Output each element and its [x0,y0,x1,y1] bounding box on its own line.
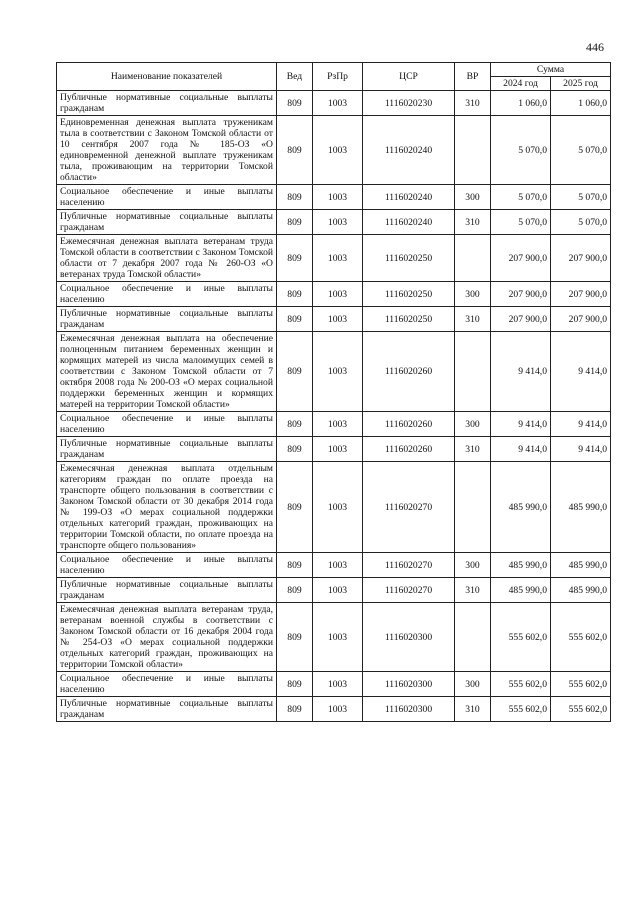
cell-rzpr: 1003 [313,307,363,332]
cell-name: Единовременная денежная выплата труженикам тыла в соответствии с Законом Томской области от 10 сентября 2007 года № 185-ОЗ «О единовременной денежной выплате труженикам тыла, проживающим на территории Томской области» [57,116,277,185]
cell-amount-2025: 207 900,0 [551,235,611,282]
table-row [57,697,611,722]
cell-rzpr: 1003 [313,412,363,437]
cell-csr: 1116020230 [363,91,455,116]
table-row [57,91,611,116]
cell-amount-2024: 485 990,0 [491,553,551,578]
table-row [57,116,611,185]
cell-ved: 809 [277,91,313,116]
cell-csr: 1116020260 [363,412,455,437]
cell-name: Социальное обеспечение и иные выплаты населению [57,672,277,697]
cell-ved: 809 [277,697,313,722]
cell-amount-2025: 5 070,0 [551,210,611,235]
cell-name: Социальное обеспечение и иные выплаты населению [57,553,277,578]
cell-amount-2025: 207 900,0 [551,307,611,332]
cell-ved: 809 [277,307,313,332]
cell-csr: 1116020270 [363,462,455,553]
cell-amount-2024: 485 990,0 [491,462,551,553]
cell-rzpr: 1003 [313,462,363,553]
page-number: 446 [586,40,604,54]
cell-csr: 1116020250 [363,282,455,307]
cell-amount-2025: 485 990,0 [551,578,611,603]
cell-name: Ежемесячная денежная выплата отдельным категориям граждан по оплате проезда на транспорте общего пользования в соответствии с Законом Томской области от 30 декабря 2014 года № 199-ОЗ «О мерах социальной поддержки отдельных категорий граждан, проживающих на территории Томской области, по оплате проезда на транспорте общего пользования» [57,462,277,553]
cell-amount-2025: 9 414,0 [551,437,611,462]
cell-name: Публичные нормативные социальные выплаты гражданам [57,578,277,603]
cell-rzpr: 1003 [313,578,363,603]
cell-csr: 1116020300 [363,603,455,672]
cell-ved: 809 [277,437,313,462]
cell-amount-2025: 9 414,0 [551,332,611,412]
table-header [57,63,611,91]
cell-amount-2024: 555 602,0 [491,697,551,722]
cell-ved: 809 [277,672,313,697]
cell-vr: 300 [455,185,491,210]
cell-csr: 1116020270 [363,553,455,578]
cell-amount-2024: 555 602,0 [491,672,551,697]
header-vr: ВР [455,63,491,91]
cell-amount-2025: 1 060,0 [551,91,611,116]
table-row [57,332,611,412]
cell-rzpr: 1003 [313,116,363,185]
cell-vr: 310 [455,697,491,722]
cell-csr: 1116020240 [363,210,455,235]
cell-amount-2025: 555 602,0 [551,672,611,697]
header-ved: Вед [277,63,313,91]
cell-amount-2025: 207 900,0 [551,282,611,307]
cell-rzpr: 1003 [313,603,363,672]
table-row [57,282,611,307]
cell-name: Социальное обеспечение и иные выплаты населению [57,412,277,437]
cell-name: Ежемесячная денежная выплата ветеранам труда Томской области в соответствии с Законом Томской области от 7 декабря 2007 года № 260-ОЗ «О ветеранах труда Томской области» [57,235,277,282]
table-row [57,462,611,553]
cell-amount-2025: 9 414,0 [551,412,611,437]
cell-vr [455,462,491,553]
header-name: Наименование показателей [57,63,277,91]
cell-ved: 809 [277,185,313,210]
cell-rzpr: 1003 [313,553,363,578]
cell-ved: 809 [277,553,313,578]
cell-csr: 1116020300 [363,672,455,697]
cell-amount-2025: 555 602,0 [551,603,611,672]
cell-amount-2025: 5 070,0 [551,116,611,185]
cell-ved: 809 [277,235,313,282]
cell-rzpr: 1003 [313,210,363,235]
cell-rzpr: 1003 [313,697,363,722]
cell-vr: 300 [455,553,491,578]
cell-vr [455,603,491,672]
cell-vr: 310 [455,307,491,332]
header-year-2025: 2025 год [551,77,611,91]
cell-rzpr: 1003 [313,91,363,116]
cell-amount-2025: 555 602,0 [551,697,611,722]
cell-ved: 809 [277,210,313,235]
table-row [57,210,611,235]
cell-ved: 809 [277,603,313,672]
cell-vr: 310 [455,578,491,603]
cell-rzpr: 1003 [313,185,363,210]
table-row [57,553,611,578]
header-csr: ЦСР [363,63,455,91]
cell-amount-2024: 207 900,0 [491,235,551,282]
cell-csr: 1116020240 [363,116,455,185]
cell-name: Ежемесячная денежная выплата ветеранам труда, ветеранам военной службы в соответствии с Законом Томской области от 16 декабря 2004 года № 254-ОЗ «О мерах социальной поддержки отдельных категорий граждан, проживающих на территории Томской области» [57,603,277,672]
cell-amount-2024: 9 414,0 [491,412,551,437]
cell-ved: 809 [277,578,313,603]
table-body [57,91,611,722]
cell-amount-2024: 5 070,0 [491,185,551,210]
cell-csr: 1116020250 [363,235,455,282]
cell-name: Публичные нормативные социальные выплаты гражданам [57,307,277,332]
cell-csr: 1116020240 [363,185,455,210]
cell-csr: 1116020270 [363,578,455,603]
cell-amount-2025: 485 990,0 [551,462,611,553]
cell-amount-2024: 1 060,0 [491,91,551,116]
cell-vr: 310 [455,437,491,462]
cell-csr: 1116020250 [363,307,455,332]
cell-ved: 809 [277,462,313,553]
cell-vr [455,235,491,282]
cell-rzpr: 1003 [313,437,363,462]
cell-rzpr: 1003 [313,672,363,697]
cell-amount-2024: 207 900,0 [491,282,551,307]
cell-vr [455,332,491,412]
cell-rzpr: 1003 [313,235,363,282]
header-rzpr: РзПр [313,63,363,91]
cell-name: Публичные нормативные социальные выплаты гражданам [57,210,277,235]
table-row [57,603,611,672]
cell-vr: 300 [455,282,491,307]
cell-rzpr: 1003 [313,282,363,307]
cell-name: Публичные нормативные социальные выплаты гражданам [57,437,277,462]
table-row [57,307,611,332]
header-sum: Сумма [491,63,611,77]
cell-vr: 300 [455,412,491,437]
table-row [57,672,611,697]
table-row [57,437,611,462]
cell-ved: 809 [277,332,313,412]
table-row [57,578,611,603]
table-row [57,235,611,282]
cell-name: Социальное обеспечение и иные выплаты населению [57,282,277,307]
cell-amount-2024: 9 414,0 [491,437,551,462]
budget-table [56,62,611,722]
cell-amount-2024: 9 414,0 [491,332,551,412]
table-row [57,185,611,210]
cell-ved: 809 [277,282,313,307]
header-year-2024: 2024 год [491,77,551,91]
cell-rzpr: 1003 [313,332,363,412]
cell-csr: 1116020260 [363,332,455,412]
cell-vr: 310 [455,91,491,116]
cell-ved: 809 [277,412,313,437]
cell-name: Социальное обеспечение и иные выплаты населению [57,185,277,210]
cell-name: Ежемесячная денежная выплата на обеспечение полноценным питанием беременных женщин и кормящих матерей из числа малоимущих семей в соответствии с Законом Томской области от 7 октября 2008 года № 200-ОЗ «О мерах социальной поддержки беременных женщин и кормящих матерей на территории Томской области» [57,332,277,412]
cell-amount-2025: 5 070,0 [551,185,611,210]
cell-vr [455,116,491,185]
table-row [57,412,611,437]
cell-amount-2024: 207 900,0 [491,307,551,332]
cell-amount-2024: 5 070,0 [491,116,551,185]
cell-name: Публичные нормативные социальные выплаты гражданам [57,91,277,116]
cell-amount-2024: 5 070,0 [491,210,551,235]
cell-name: Публичные нормативные социальные выплаты гражданам [57,697,277,722]
cell-vr: 310 [455,210,491,235]
cell-csr: 1116020260 [363,437,455,462]
cell-csr: 1116020300 [363,697,455,722]
cell-amount-2024: 485 990,0 [491,578,551,603]
cell-ved: 809 [277,116,313,185]
cell-amount-2024: 555 602,0 [491,603,551,672]
cell-amount-2025: 485 990,0 [551,553,611,578]
cell-vr: 300 [455,672,491,697]
